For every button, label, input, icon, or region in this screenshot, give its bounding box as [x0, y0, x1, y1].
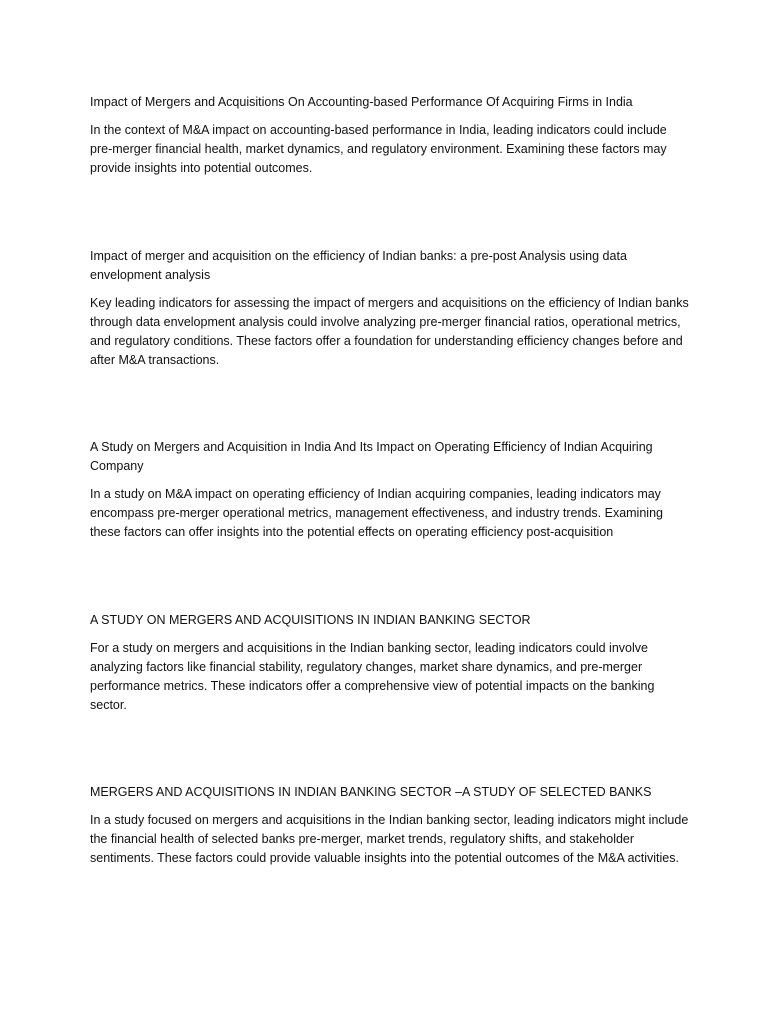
section-body: In a study focused on mergers and acquisitions in the Indian banking sector, leading indicators might include the financial health of selected banks pre-merger, market trends, regulatory shifts, and stakeholder sentiments. These factors could provide valuable insights into the potential outcomes of the M&A activities.: [90, 813, 689, 865]
section-title: A Study on Mergers and Acquisition in India And Its Impact on Operating Efficiency of Indian Acquiring Company: [90, 440, 653, 473]
section-body: For a study on mergers and acquisitions in the Indian banking sector, leading indicators could involve analyzing factors like financial stability, regulatory changes, market share dynamics, and pre-merger performance metrics. These indicators offer a comprehensive view of potential impacts on the banking sector.: [90, 641, 655, 712]
document-section: [90, 783, 690, 868]
section-title: MERGERS AND ACQUISITIONS IN INDIAN BANKING SECTOR –A STUDY OF SELECTED BANKS: [90, 785, 652, 799]
section-title: A STUDY ON MERGERS AND ACQUISITIONS IN INDIAN BANKING SECTOR: [90, 613, 531, 627]
section-body: In the context of M&A impact on accounting-based performance in India, leading indicators could include pre-merger financial health, market dynamics, and regulatory environment. Examining these factors may provide insights into potential outcomes.: [90, 123, 667, 175]
section-body: Key leading indicators for assessing the impact of mergers and acquisitions on the efficiency of Indian banks through data envelopment analysis could involve analyzing pre-merger financial ratios, operational metrics, and regulatory conditions. These factors offer a foundation for understanding efficiency changes before and after M&A transactions.: [90, 296, 689, 367]
document-section: [90, 247, 690, 370]
section-title: Impact of Mergers and Acquisitions On Accounting-based Performance Of Acquiring Firms in India: [90, 95, 633, 109]
section-title: Impact of merger and acquisition on the efficiency of Indian banks: a pre-post Analysis using data envelopment analysis: [90, 249, 627, 282]
document-section: [90, 93, 690, 178]
section-body: In a study on M&A impact on operating efficiency of Indian acquiring companies, leading indicators may encompass pre-merger operational metrics, management effectiveness, and industry trends. Examining these factors can offer insights into the potential effects on operating efficiency post-acquisition: [90, 487, 663, 539]
document-section: [90, 438, 690, 542]
document-section: [90, 611, 690, 715]
